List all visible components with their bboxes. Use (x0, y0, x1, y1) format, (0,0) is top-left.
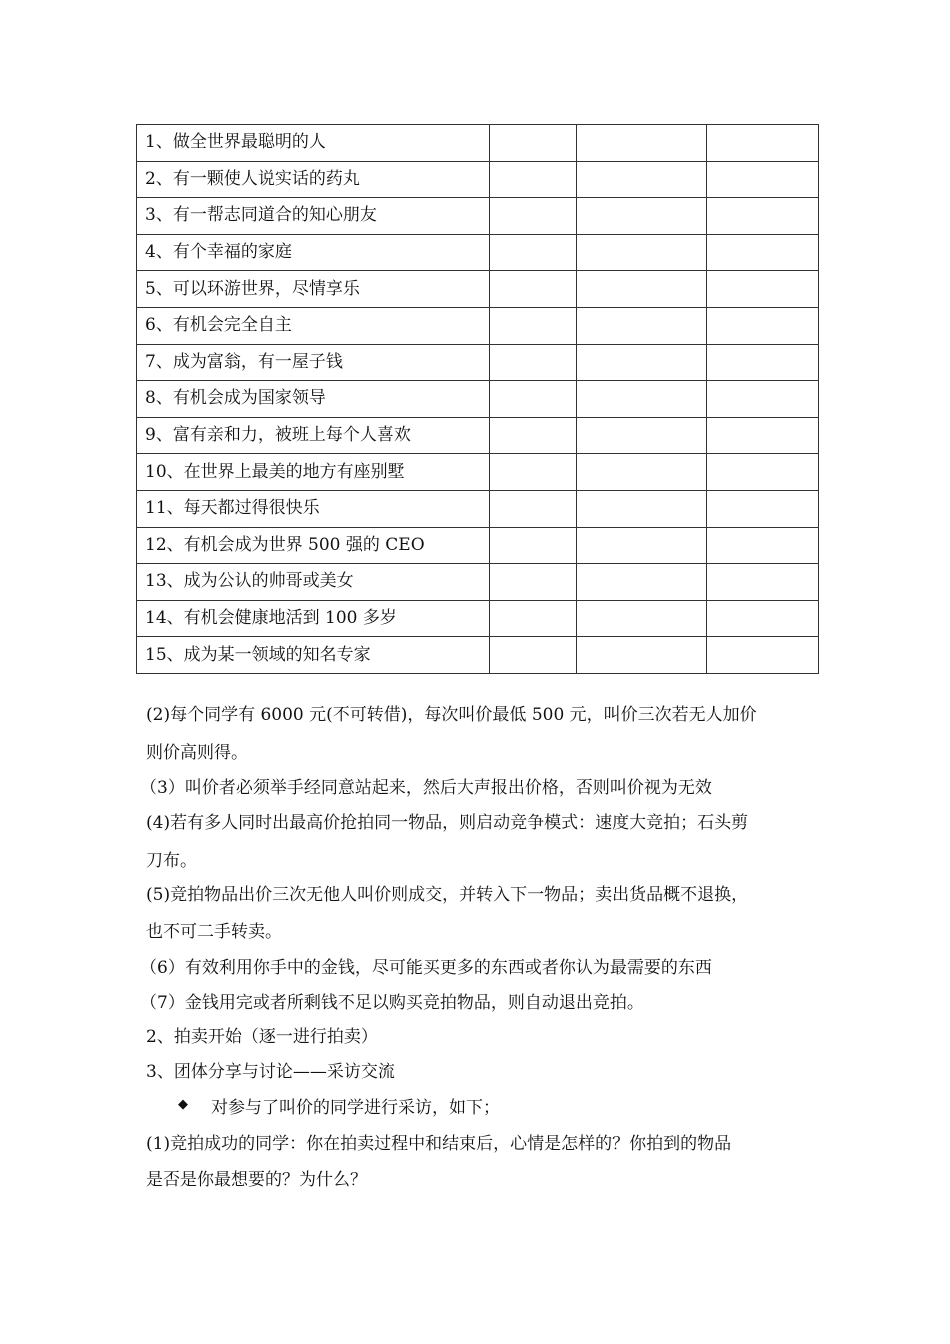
empty-cell (490, 271, 577, 308)
item-cell: 12、有机会成为世界 500 强的 CEO (137, 527, 490, 564)
table-row (137, 417, 819, 454)
empty-cell (707, 600, 819, 637)
table-row (137, 198, 819, 235)
table-row (137, 234, 819, 271)
item-cell: 1、做全世界最聪明的人 (137, 125, 490, 162)
empty-cell (490, 161, 577, 198)
item-cell: 15、成为某一领域的知名专家 (137, 637, 490, 674)
step-2-heading: 2、拍卖开始（逐一进行拍卖） (146, 1027, 378, 1047)
empty-cell (490, 490, 577, 527)
empty-cell (577, 344, 707, 381)
table-row (137, 161, 819, 198)
empty-cell (577, 490, 707, 527)
table-row (137, 490, 819, 527)
empty-cell (577, 637, 707, 674)
empty-cell (577, 381, 707, 418)
empty-cell (707, 417, 819, 454)
empty-cell (707, 454, 819, 491)
bullet-text: 对参与了叫价的同学进行采访，如下； (211, 1098, 500, 1118)
empty-cell (490, 307, 577, 344)
item-cell: 3、有一帮志同道合的知心朋友 (137, 198, 490, 235)
empty-cell (707, 527, 819, 564)
item-cell: 10、在世界上最美的地方有座别墅 (137, 454, 490, 491)
rule-5-line-1: (5)竞拍物品出价三次无他人叫价则成交，并转入下一物品；卖出货品概不退换， (146, 885, 749, 905)
table-row (137, 307, 819, 344)
empty-cell (707, 637, 819, 674)
empty-cell (707, 344, 819, 381)
empty-cell (707, 234, 819, 271)
rule-2-line-2: 则价高则得。 (146, 743, 248, 763)
empty-cell (577, 125, 707, 162)
table-row (137, 564, 819, 601)
question-1-line-1: (1)竞拍成功的同学：你在拍卖过程中和结束后，心情是怎样的？你拍到的物品 (146, 1134, 732, 1154)
rule-7: （7）金钱用完或者所剩钱不足以购买竞拍物品，则自动退出竞拍。 (140, 993, 644, 1013)
empty-cell (490, 417, 577, 454)
empty-cell (577, 600, 707, 637)
empty-cell (577, 271, 707, 308)
empty-cell (577, 527, 707, 564)
empty-cell (490, 344, 577, 381)
rule-4-line-2: 刀布。 (146, 851, 197, 871)
empty-cell (577, 564, 707, 601)
item-cell: 9、富有亲和力，被班上每个人喜欢 (137, 417, 490, 454)
item-cell: 2、有一颗使人说实话的药丸 (137, 161, 490, 198)
empty-cell (490, 381, 577, 418)
table-row (137, 600, 819, 637)
item-cell: 5、可以环游世界，尽情享乐 (137, 271, 490, 308)
item-cell: 11、每天都过得很快乐 (137, 490, 490, 527)
empty-cell (707, 564, 819, 601)
table-row (137, 454, 819, 491)
empty-cell (577, 161, 707, 198)
empty-cell (707, 381, 819, 418)
table-row (137, 637, 819, 674)
diamond-bullet-icon: ◆ (178, 1097, 188, 1112)
empty-cell (577, 454, 707, 491)
empty-cell (490, 125, 577, 162)
table-row (137, 125, 819, 162)
auction-items-table (136, 124, 819, 674)
empty-cell (707, 198, 819, 235)
item-cell: 7、成为富翁，有一屋子钱 (137, 344, 490, 381)
item-cell: 6、有机会完全自主 (137, 307, 490, 344)
table-row (137, 271, 819, 308)
empty-cell (490, 637, 577, 674)
empty-cell (707, 271, 819, 308)
table-row (137, 527, 819, 564)
items-table-body (137, 125, 819, 674)
rule-3: （3）叫价者必须举手经同意站起来，然后大声报出价格，否则叫价视为无效 (140, 778, 712, 798)
empty-cell (577, 198, 707, 235)
rule-2-line-1: (2)每个同学有 6000 元(不可转借)，每次叫价最低 500 元，叫价三次若无人加价 (146, 705, 757, 725)
empty-cell (577, 234, 707, 271)
empty-cell (707, 161, 819, 198)
rule-4-line-1: (4)若有多人同时出最高价抢拍同一物品，则启动竞争模式：速度大竞拍；石头剪 (146, 813, 749, 833)
item-cell: 4、有个幸福的家庭 (137, 234, 490, 271)
empty-cell (490, 234, 577, 271)
empty-cell (577, 307, 707, 344)
question-1-line-2: 是否是你最想要的？为什么？ (146, 1170, 367, 1190)
step-3-heading: 3、团体分享与讨论——采访交流 (146, 1062, 395, 1082)
empty-cell (707, 125, 819, 162)
empty-cell (490, 454, 577, 491)
empty-cell (707, 490, 819, 527)
table-row (137, 344, 819, 381)
rule-5-line-2: 也不可二手转卖。 (146, 922, 282, 942)
table-row (137, 381, 819, 418)
empty-cell (490, 527, 577, 564)
item-cell: 13、成为公认的帅哥或美女 (137, 564, 490, 601)
empty-cell (577, 417, 707, 454)
empty-cell (490, 564, 577, 601)
rule-6: （6）有效利用你手中的金钱，尽可能买更多的东西或者你认为最需要的东西 (140, 958, 712, 978)
empty-cell (707, 307, 819, 344)
empty-cell (490, 198, 577, 235)
item-cell: 8、有机会成为国家领导 (137, 381, 490, 418)
item-cell: 14、有机会健康地活到 100 多岁 (137, 600, 490, 637)
empty-cell (490, 600, 577, 637)
